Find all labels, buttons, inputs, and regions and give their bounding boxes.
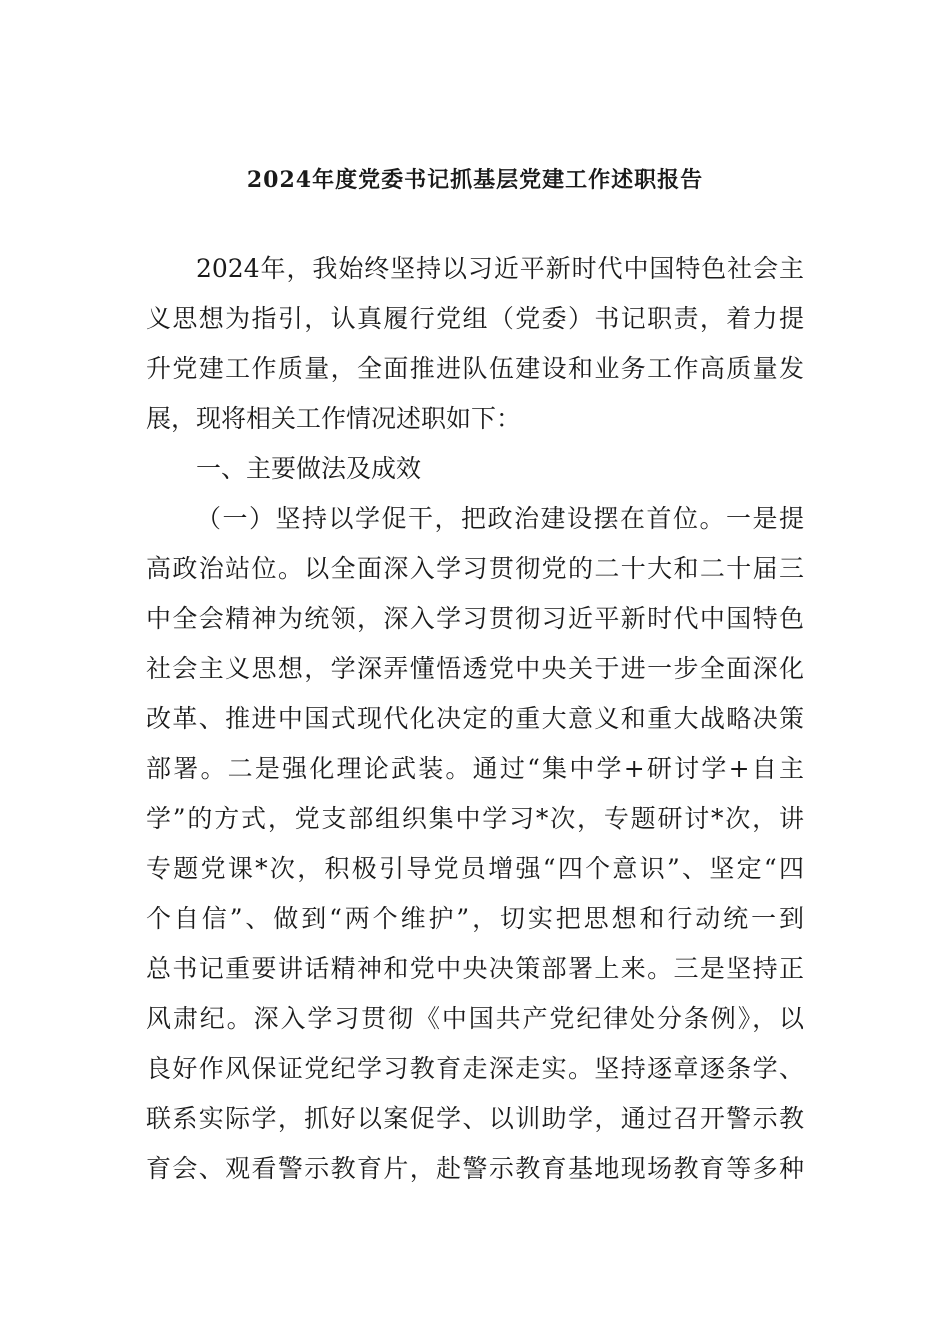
body-line-18: 联系实际学，抓好以案促学、以训助学，通过召开警示教 — [146, 1104, 804, 1133]
body-line-7: 高政治站位。以全面深入学习贯彻党的二十大和二十届三 — [146, 554, 804, 583]
body-line-14: 个自信”、做到“两个维护”，切实把思想和行动统一到 — [146, 904, 804, 933]
section-heading: 一、主要做法及成效 — [196, 454, 422, 483]
body-line-16: 风肃纪。深入学习贯彻《中国共产党纪律处分条例》，以 — [146, 1004, 804, 1033]
body-line-4: 展，现将相关工作情况述职如下： — [146, 404, 522, 433]
body-line-1: 2024年，我始终坚持以习近平新时代中国特色社会主 — [196, 254, 804, 283]
body-line-10: 改革、推进中国式现代化决定的重大意义和重大战略决策 — [146, 704, 804, 733]
body-line-8: 中全会精神为统领，深入学习贯彻习近平新时代中国特色 — [146, 604, 804, 633]
document-title: 2024年度党委书记抓基层党建工作述职报告 — [246, 167, 704, 193]
body-line-19: 育会、观看警示教育片，赴警示教育基地现场教育等多种 — [146, 1154, 804, 1183]
body-line-3: 升党建工作质量，全面推进队伍建设和业务工作高质量发 — [146, 354, 804, 383]
body-line-2: 义思想为指引，认真履行党组（党委）书记职责，着力提 — [146, 304, 804, 333]
body-line-17: 良好作风保证党纪学习教育走深走实。坚持逐章逐条学、 — [146, 1054, 804, 1083]
body-line-11: 部署。二是强化理论武装。通过“集中学+研讨学+自主 — [146, 754, 804, 783]
body-line-9: 社会主义思想，学深弄懂悟透党中央关于进一步全面深化 — [146, 654, 804, 683]
body-line-6: （一）坚持以学促干，把政治建设摆在首位。一是提 — [196, 504, 804, 533]
body-line-12: 学”的方式，党支部组织集中学习*次，专题研讨*次，讲 — [146, 804, 804, 833]
body-line-15: 总书记重要讲话精神和党中央决策部署上来。三是坚持正 — [146, 954, 804, 983]
body-line-13: 专题党课*次，积极引导党员增强“四个意识”、坚定“四 — [146, 854, 804, 883]
